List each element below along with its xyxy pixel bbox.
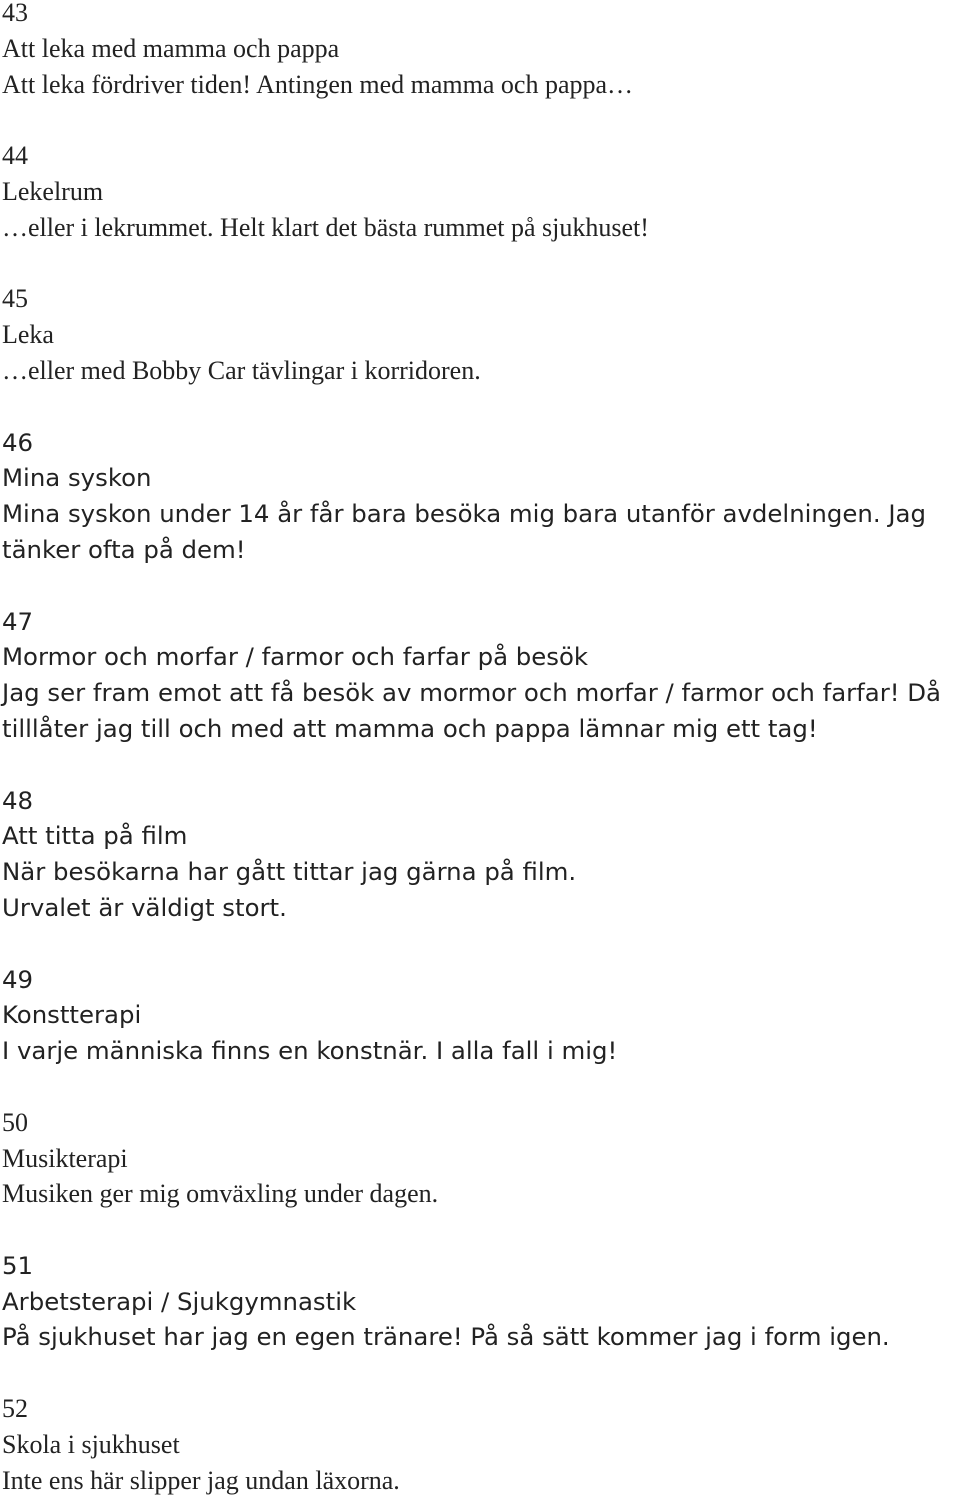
entry-title: Mormor och morfar / farmor och farfar på besök bbox=[2, 642, 589, 672]
entry-text: På sjukhuset har jag en egen tränare! På så sätt kommer jag i form igen. bbox=[2, 1322, 890, 1352]
entry-title: Att titta på film bbox=[2, 821, 188, 851]
entry-number: 48 bbox=[2, 785, 34, 815]
entry-text: Att leka fördriver tiden! Antingen med mamma och pappa… bbox=[2, 69, 634, 99]
entry-number: 46 bbox=[2, 427, 34, 457]
entry-title: Konstterapi bbox=[2, 1000, 142, 1030]
entry-number: 50 bbox=[2, 1107, 28, 1137]
entry-title: Lekelrum bbox=[2, 176, 104, 206]
entry-number: 45 bbox=[2, 284, 28, 314]
entry-48 bbox=[2, 783, 960, 926]
entry-number: 51 bbox=[2, 1250, 34, 1280]
entry-number: 44 bbox=[2, 141, 28, 171]
entry-text: …eller i lekrummet. Helt klart det bästa rummet på sjukhuset! bbox=[2, 212, 649, 242]
entry-title: Mina syskon bbox=[2, 463, 152, 493]
entry-46 bbox=[2, 425, 960, 568]
entry-title: Arbetsterapi / Sjukgymnastik bbox=[2, 1286, 357, 1316]
entry-44 bbox=[2, 138, 960, 245]
entry-number: 49 bbox=[2, 964, 34, 994]
entry-text: Inte ens här slipper jag undan läxorna. bbox=[2, 1465, 400, 1495]
entry-52 bbox=[2, 1391, 960, 1498]
entry-text: Mina syskon under 14 år får bara besöka mig bara utanför avdelningen. Jag tänker ofta på dem! bbox=[2, 499, 926, 564]
entry-title: Leka bbox=[2, 320, 54, 350]
entry-number: 52 bbox=[2, 1394, 28, 1424]
entry-51 bbox=[2, 1248, 960, 1355]
entry-title: Musikterapi bbox=[2, 1143, 128, 1173]
entry-47 bbox=[2, 604, 960, 747]
entry-title: Skola i sjukhuset bbox=[2, 1429, 180, 1459]
entry-text: När besökarna har gått tittar jag gärna på film. Urvalet är väldigt stort. bbox=[2, 857, 577, 922]
entry-number: 47 bbox=[2, 606, 34, 636]
entry-49 bbox=[2, 962, 960, 1069]
entry-text: Musiken ger mig omväxling under dagen. bbox=[2, 1179, 439, 1209]
entry-50 bbox=[2, 1105, 960, 1212]
entry-number: 43 bbox=[2, 0, 28, 27]
entry-text: Jag ser fram emot att få besök av mormor och morfar / farmor och farfar! Då tilllåter jag till och med att mamma och pappa lämnar mig ett tag! bbox=[2, 678, 941, 743]
entry-43 bbox=[2, 0, 960, 102]
entry-text: I varje människa finns en konstnär. I alla fall i mig! bbox=[2, 1036, 618, 1066]
entry-title: Att leka med mamma och pappa bbox=[2, 33, 340, 63]
entry-text: …eller med Bobby Car tävlingar i korridoren. bbox=[2, 355, 481, 385]
document-body bbox=[2, 0, 960, 1498]
entry-45 bbox=[2, 281, 960, 388]
